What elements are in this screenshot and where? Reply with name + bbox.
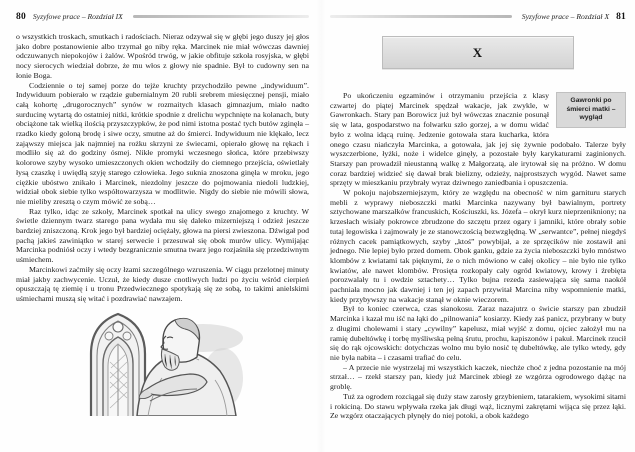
page-number-left: 80 <box>16 11 26 22</box>
paragraph: W pokoju najobszerniejszym, który ze względu na obecność w nim garnituru starych mebli z wyprawy nieboszczki matki Marcinka nazywany był bawialnym, portrety sztychowane marszałków francuskich, Kościuszki, ks. Józefa – okrył kurz nieprzenikniony; na krzesłach wisiały pokrowce zbrudzone do szczętu przez ogary i jamniki, które obrały sobie tutaj legowiska i zajmowały je ze stanowczością bezwzględną. W „serwantce”, pełnej niegdyś różnych cacek pamiątkowych, szyby „ktoś” powybijał, a ze sprzęcików nie zostawił ani jednego. Nie lepiej było przed domem. Obok ganku, gdzie za życia nieboszczki było mnóstwo klombów z kwiatami tak pięknymi, że o nich mówiono w całej okolicy – nie było nie tylko kwiatów, ale nawet klombów. Prosięta rozkopały cały ogród kwiatowy, krowy i źrebięta porozwalały tu i owdzie sztachety… Tylko bujna rezeda zasiewająca się sama naokół pachniała mocno jak dawniej i ten jej zapach przywitał Marcina niby wspomnienie matki, kiedy przybywszy na wakacje stanął w oknie wieczorem. <box>330 188 626 304</box>
running-title-right: Syzyfowe prace – Rozdział X <box>521 12 610 21</box>
page-gutter <box>316 0 326 452</box>
page-number-right: 81 <box>616 11 626 22</box>
page-body-right <box>330 91 626 421</box>
page-body-left <box>16 32 309 304</box>
header-rule-left <box>133 15 309 18</box>
paragraph: Po ukończeniu egzaminów i otrzymaniu przejścia z klasy czwartej do piątej Marcinek spędzał wakacje, jak zwykle, w Gawronkach. Stary pan Borowicz już był wówczas znacznie posunął się w lata, gospodarstwo na folwarku szło gorzej, a w domu widać było z wolna idącą ruinę. Jedzenie gotowała stara kucharka, która onego czasu niańczyła Marcinka, a gotowała, jak jej się żywnie podobało. Talerze były wyszczerbione, łyżki, noże i widelce ginęły, a pozostałe były karykaturami zaginionych. Starszy pan prowadził nieustanną walkę z Małgorzatą, ale irytował się na próżno. W domu coraz bardziej widzieć się dawał brak bielizny, odzieży, najprostszych wygód. Nawet same sprzęty w mieszkaniu przybrały wyraz dziwnego zaniedbania i opuszczenia. <box>330 91 626 188</box>
paragraph: – A przecie nie wystrzelaj mi wszystkich kaczek, niechże choć z jedna pozostanie na mój strzał… – rzekł starszy pan, kiedy już Marcinek zbiegł ze wzgórza ogrodowego dążąc na groblę. <box>330 362 626 392</box>
paragraph: Codziennie o tej samej porze do tejże kruchty przychodziło pewne „indywiduum”. Indywiduum pobierało w rządzie gubernialnym 20 rubli srebrem miesięcznej pensji, miało całą kohortę „drugorocznych” synów w rozmaitych klasach gimnazjum, miało nadto surducinę wytartą do ostatniej nitki, krótkie spodnie z drelichu wypchnięte na kolanach, buty obciążone tak wielką ilością przyszczypków, że pod nimi istotna postać tych butów zginęła – rzadko kiedy goloną brodę i siwe oczy, smutne aż do śmierci. Indywiduum nie klękało, lecz zająwszy miejsca jak najmniej na rożku skrzyni ze świecami, opierało głowę na rękach i modliło się aż do godziny ósmej. Nikłe promyki wczesnego słońca, które przebiwszy kolorowe szyby wysoko umieszczonych okien wchodziły do ciemnego przejścia, oświetlały łysą czaszkę i uwiędłą szyję starego człowieka. Jego suknia znoszona ginęła w mroku, jego ciężkie ubóstwo znikało i Marcinek, niezdolny jeszcze do pojmowania niedoli ludzkiej, widział obok siebie tylko współtowarzysza w modlitwie. Nigdy do siebie nie mówili słowa, nie mieliby zresztą o czym mówić ze sobą… <box>16 80 309 206</box>
paragraph: Raz tylko, idąc ze szkoły, Marcinek spotkał na ulicy swego znajomego z kruchty. W świetle dziennym twarz starego pana wydała mu się daleko mizerniejszą i odzież jeszcze bardziej zniszczoną. Krok jego był bardziej ociężały, głowa na piersi zwieszona. Dźwigał pod pachą jakieś zawiniątko w starej serwecie i przesuwał się obok murów ulicy. Wymijając Marcinka podniósł oczy i wtedy bezgranicznie smutna twarz jego rozjaśniła się przedziwnym uśmiechem. <box>16 206 309 265</box>
page-right <box>330 10 626 421</box>
chapter-heading: X <box>472 45 484 60</box>
margin-note: Gawronki po śmierci matki – wygląd <box>556 92 626 128</box>
paragraph: Marcinkowi zaćmiły się oczy łzami szczególnego wzruszenia. W ciągu przelotnej minuty miał jakby zachwycenie. Uczuł, że kiedy dusze cnotliwych ludzi po życiu wśród cierpień opuszczają tę ziemię i u tronu Przedwiecznego spotykają się ze sobą, to takimi anielskimi uśmiechami muszą się witać i pozdrawiać nawzajem. <box>16 264 309 303</box>
paragraph: o wszystkich troskach, smutkach i radościach. Nieraz odzywał się w głębi jego duszy jej głos jako dobre postanowienie albo trzymał go niby ręka. Marcinek nie miał wówczas dawniej odczuwanych niepokojów i żalów. Wpośród trwóg, w jakie obfituje szkoła rosyjska, w głębi nocy sierocych wiedział dobrze, że mu włos z głowy nie spadnie. Był to cudowny sen na łonie Boga. <box>16 32 309 80</box>
page-header-right <box>330 10 626 23</box>
header-rule-right <box>330 15 512 18</box>
paragraph: Był to koniec czerwca, czas sianokosu. Zaraz nazajutrz o świcie starszy pan zbudził Marcinka i kazał mu iść na łąki do „pilnowania” kosiarzy. Kiedy zaś panicz, przybrany w buty z długimi cholewami i stary „cywilny” kapelusz, miał wyjść z domu, ojciec założył mu na ramię dubeltówkę i torbę myśliwską pełną śrutu, prochu, kapiszonów i pakuł. Marcinek rzucił się do rąk ojcowskich: dotychczas wolno mu było nosić tę dubeltówkę, ale tylko wtedy, gdy nie była nabita – i czasami trafiać do celu. <box>330 304 626 362</box>
page-left <box>16 10 309 421</box>
page-header-left <box>16 10 309 23</box>
paragraph: Tuż za ogrodem rozciągał się duży staw zarosły grzybieniem, tatarakiem, wysokimi sitami i rokiciną. Do stawu wpływała rzeka jak długi wąż, licznymi zakrętami wijąca się przez łąki. Ze wzgórz otaczających płynęły do niej potoki, a obok każdego <box>330 391 626 421</box>
illustration-old-man-gothic-window <box>16 312 309 421</box>
running-title-left: Syzyfowe prace – Rozdział IX <box>32 12 123 21</box>
old-man-praying-drawing-icon <box>77 312 249 416</box>
chapter-heading-box <box>382 36 574 69</box>
